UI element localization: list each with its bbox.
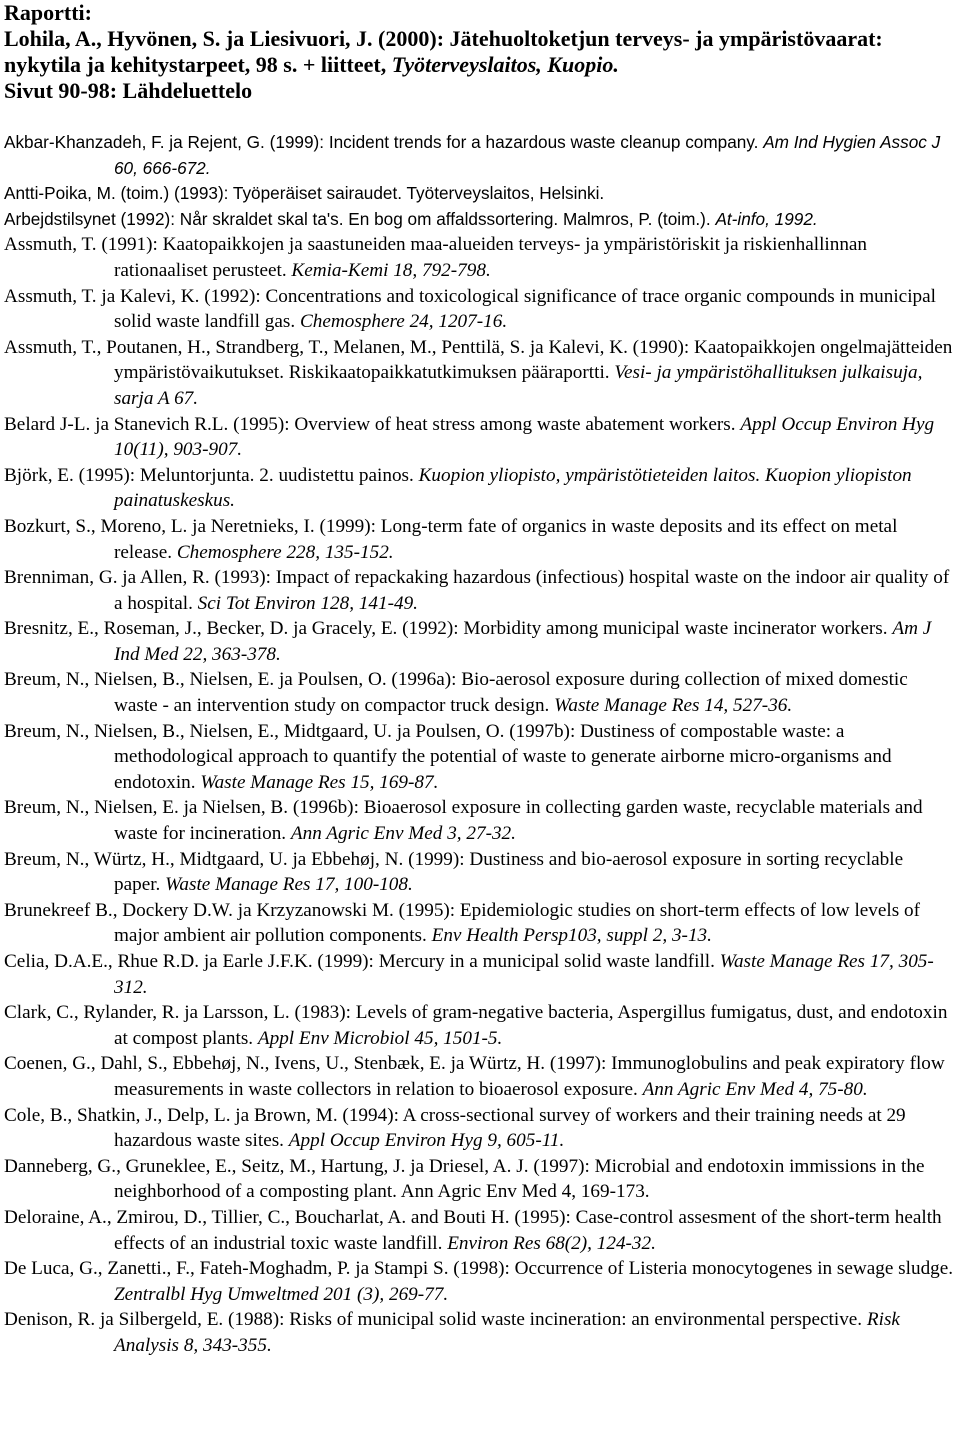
reference-entry <box>4 719 954 796</box>
reference-source: Vesi- ja ympäristöhallituksen julkaisuja, sarja A 67. <box>114 362 923 409</box>
reference-source: Appl Env Microbiol 45, 1501-5. <box>257 1027 503 1049</box>
reference-entry <box>4 949 954 1000</box>
reference-text: Bresnitz, E., Roseman, J., Becker, D. ja Gracely, E. (1992): Morbidity among municipal waste incinerator workers. <box>4 618 893 640</box>
report-citation-line <box>4 52 954 78</box>
reference-entry <box>4 1205 954 1256</box>
reference-source: Sci Tot Environ 128, 141-49. <box>197 592 418 614</box>
reference-text: De Luca, G., Zanetti., F., Fateh-Moghadm, P. ja Stampi S. (1998): Occurrence of Listeria monocytogenes in sewage sludge. <box>4 1258 954 1280</box>
reference-text: Deloraine, A., Zmirou, D., Tillier, C., Boucharlat, A. and Bouti H. (1995): Case-control assesment of the short-term health effects of an industrial toxic waste landfill. <box>4 1206 942 1254</box>
reference-entry <box>4 181 954 207</box>
report-label: Raportti: <box>4 0 92 25</box>
reference-text: Bozkurt, S., Moreno, L. ja Neretnieks, I. (1999): Long-term fate of organics in waste deposits and its effect on metal release. <box>4 515 898 563</box>
reference-text: Celia, D.A.E., Rhue R.D. ja Earle J.F.K. (1999): Mercury in a municipal solid waste landfill. <box>4 951 720 972</box>
reference-text: Breum, N., Nielsen, B., Nielsen, E., Midtgaard, U. ja Poulsen, O. (1997b): Dustiness of compostable waste: a methodological approach to quantify the potential of waste to generate airborne micro-organisms and endotoxin. <box>4 720 892 793</box>
reference-source: Am J Ind Med 22, 363-378. <box>114 618 932 665</box>
reference-text: Brenniman, G. ja Allen, R. (1993): Impact of repackaking hazardous (infectious) hospital waste on the indoor air quality of a hospital. <box>4 567 950 614</box>
reference-entry <box>4 1154 954 1205</box>
reference-entry <box>4 847 954 898</box>
reference-source: Appl Occup Environ Hyg 10(11), 903-907. <box>114 413 935 461</box>
reference-entry <box>4 898 954 949</box>
reference-source: Chemosphere 24, 1207-16. <box>299 311 508 333</box>
reference-entry <box>4 412 954 463</box>
reference-entry <box>4 667 954 718</box>
report-citation-text: nykytila ja kehitystarpeet, 98 s. + liitteet, <box>4 52 392 77</box>
section-title: Sivut 90-98: Lähdeluettelo <box>4 78 253 103</box>
reference-source: Waste Manage Res 17, 305-312. <box>114 951 934 998</box>
reference-entry <box>4 232 954 283</box>
report-citation-line: Lohila, A., Hyvönen, S. ja Liesivuori, J. (2000): Jätehuoltoketjun terveys- ja ympäristövaarat: <box>4 26 883 51</box>
reference-text: Breum, N., Würtz, H., Midtgaard, U. ja Ebbehøj, N. (1999): Dustiness and bio-aerosol exposure in sorting recyclable paper. <box>4 848 904 896</box>
reference-text: Breum, N., Nielsen, E. ja Nielsen, B. (1996b): Bioaerosol exposure in collecting garden waste, recyclable materials and waste for incineration. <box>4 797 923 845</box>
reference-source: Risk Analysis 8, 343-355. <box>114 1309 900 1356</box>
reference-text: Arbejdstilsynet (1992): Når skraldet skal ta's. En bog om affaldssortering. Malmros, P. (toim.). <box>4 208 716 229</box>
reference-text: Assmuth, T. ja Kalevi, K. (1992): Concentrations and toxicological significance of trace organic compounds in municipal solid waste landfill gas. <box>4 285 936 333</box>
reference-entry <box>4 284 954 335</box>
reference-source: Waste Manage Res 17, 100-108. <box>165 874 413 896</box>
reference-entry <box>4 795 954 846</box>
reference-text: Clark, C., Rylander, R. ja Larsson, L. (1983): Levels of gram-negative bacteria, Aspergillus fumigatus, dust, and endotoxin at compost plants. <box>4 1002 948 1049</box>
reference-text: Belard J-L. ja Stanevich R.L. (1995): Overview of heat stress among waste abatement workers. <box>4 413 741 435</box>
reference-source: Ann Agric Env Med 4, 75-80. <box>642 1078 868 1100</box>
reference-source: Am Ind Hygien Assoc J 60, 666-672. <box>114 132 941 178</box>
reference-text: Denison, R. ja Silbergeld, E. (1988): Risks of municipal solid waste incineration: an environmental perspective. <box>4 1309 867 1331</box>
reference-text: Brunekreef B., Dockery D.W. ja Krzyzanowski M. (1995): Epidemiologic studies on short-term effects of low levels of major ambient air pollution components. <box>4 899 920 947</box>
reference-source: Waste Manage Res 14, 527-36. <box>554 695 793 717</box>
reference-entry <box>4 514 954 565</box>
reference-source: Kemia-Kemi 18, 792-798. <box>291 259 491 281</box>
reference-source: Environ Res 68(2), 124-32. <box>447 1232 656 1254</box>
reference-entry <box>4 565 954 616</box>
reference-text: Danneberg, G., Gruneklee, E., Seitz, M., Hartung, J. ja Driesel, A. J. (1997): Microbial and endotoxin immissions in the neighborhood of a composting plant. Ann Agric Env Med 4, 169-173. <box>4 1155 925 1203</box>
reference-source: Kuopion yliopisto, ympäristötieteiden laitos. Kuopion yliopiston painatuskeskus. <box>114 464 912 512</box>
reference-text: Antti-Poika, M. (toim.) (1993): Työperäiset sairaudet. Työterveyslaitos, Helsinki. <box>4 183 605 204</box>
reference-text: Akbar-Khanzadeh, F. ja Rejent, G. (1999): Incident trends for a hazardous waste cleanup company. <box>4 132 764 152</box>
reference-entry <box>4 1103 954 1154</box>
report-publisher: Työterveyslaitos, Kuopio. <box>391 52 619 77</box>
report-header <box>4 0 954 104</box>
reference-entry <box>4 1307 954 1358</box>
reference-list <box>4 130 954 1359</box>
reference-text: Assmuth, T. (1991): Kaatopaikkojen ja saastuneiden maa-alueiden terveys- ja ympäristöriskit ja riskienhallinnan rationaaliset perusteet. <box>4 234 868 281</box>
reference-source: Env Health Persp103, suppl 2, 3-13. <box>431 925 712 947</box>
reference-source: Zentralbl Hyg Umweltmed 201 (3), 269-77. <box>114 1283 449 1305</box>
reference-text: Breum, N., Nielsen, B., Nielsen, E. ja Poulsen, O. (1996a): Bio-aerosol exposure during collection of mixed domestic waste - an intervention study on compactor truck design. <box>4 669 908 717</box>
reference-entry <box>4 1000 954 1051</box>
reference-text: Coenen, G., Dahl, S., Ebbehøj, N., Ivens, U., Stenbæk, E. ja Würtz, H. (1997): Immunoglobulins and peak expiratory flow measurements in waste collectors in relation to bioaerosol exposure. <box>4 1053 945 1100</box>
reference-text: Björk, E. (1995): Meluntorjunta. 2. uudistettu painos. <box>4 464 419 486</box>
reference-source: Ann Agric Env Med 3, 27-32. <box>290 823 516 845</box>
reference-text: Cole, B., Shatkin, J., Delp, L. ja Brown, M. (1994): A cross-sectional survey of workers and their training needs at 29 hazardous waste sites. <box>4 1104 906 1152</box>
reference-entry <box>4 1051 954 1102</box>
reference-source: At-info, 1992. <box>715 208 818 229</box>
reference-entry <box>4 616 954 667</box>
reference-entry <box>4 130 954 181</box>
reference-text: Assmuth, T., Poutanen, H., Strandberg, T., Melanen, M., Penttilä, S. ja Kalevi, K. (1990): Kaatopaikkojen ongelmajätteiden ympäristövaikutukset. Riskikaatopaikkatutkimuksen pääraportti. <box>4 336 953 384</box>
reference-entry <box>4 335 954 412</box>
reference-entry <box>4 207 954 233</box>
reference-source: Waste Manage Res 15, 169-87. <box>200 771 439 793</box>
reference-entry <box>4 1256 954 1307</box>
reference-entry <box>4 463 954 514</box>
reference-source: Chemosphere 228, 135-152. <box>176 541 394 563</box>
reference-source: Appl Occup Environ Hyg 9, 605-11. <box>288 1130 565 1152</box>
